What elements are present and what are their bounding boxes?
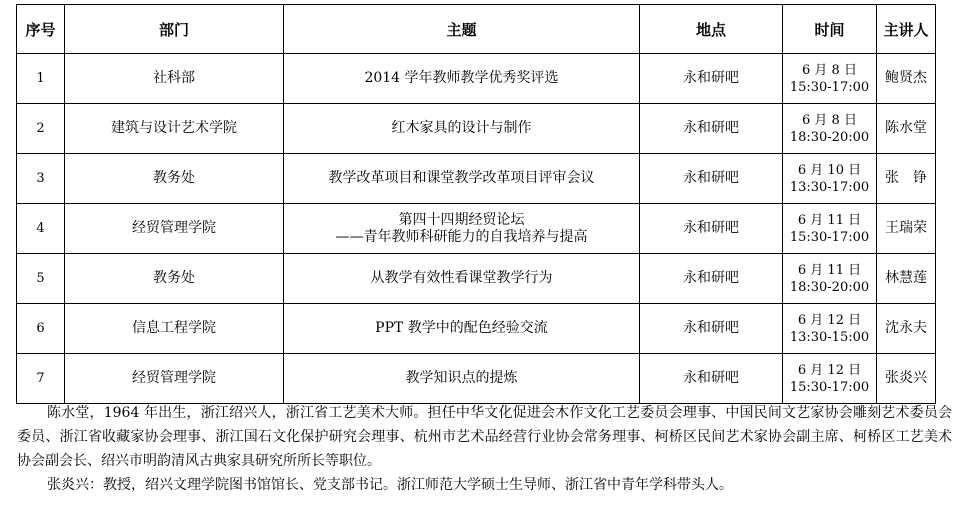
row-department: 经贸管理学院 (65, 354, 284, 404)
row-number: 6 (17, 304, 65, 354)
row-topic (284, 54, 640, 104)
row-date: 6 月 10 日 (797, 162, 862, 178)
row-time (783, 354, 877, 404)
table-body (17, 54, 936, 404)
header-department: 部门 (65, 5, 284, 54)
row-department: 社科部 (65, 54, 284, 104)
row-number: 3 (17, 154, 65, 204)
topic-line: 红木家具的设计与制作 (391, 120, 532, 136)
row-location: 永和研吧 (640, 304, 783, 354)
row-number: 1 (17, 54, 65, 104)
speaker-notes (17, 401, 952, 497)
row-date: 6 月 12 日 (797, 362, 862, 378)
row-department: 信息工程学院 (65, 304, 284, 354)
row-date: 6 月 11 日 (797, 262, 862, 278)
topic-line: PPT 教学中的配色经验交流 (375, 320, 548, 336)
row-speaker: 陈水堂 (877, 104, 936, 154)
table-row (17, 304, 936, 354)
row-speaker: 沈永夫 (877, 304, 936, 354)
row-time-range: 15:30-17:00 (789, 79, 870, 95)
row-topic (284, 154, 640, 204)
row-location: 永和研吧 (640, 54, 783, 104)
schedule-table (16, 4, 936, 404)
row-speaker: 鲍贤杰 (877, 54, 936, 104)
row-time-range: 13:30-15:00 (789, 329, 870, 345)
row-speaker: 张炎兴 (877, 354, 936, 404)
row-number: 2 (17, 104, 65, 154)
row-date: 6 月 8 日 (802, 112, 857, 128)
row-speaker: 林慧莲 (877, 254, 936, 304)
table-row (17, 154, 936, 204)
row-time (783, 254, 877, 304)
note-paragraph: 张炎兴：教授，绍兴文理学院图书馆馆长、党支部书记。浙江师范大学硕士生导师、浙江省中青年学科带头人。 (47, 477, 733, 493)
row-department: 教务处 (65, 154, 284, 204)
row-time (783, 54, 877, 104)
topic-line: 从教学有效性看课堂教学行为 (370, 270, 553, 286)
topic-line: 教学改革项目和课堂教学改革项目评审会议 (328, 170, 595, 186)
table-row (17, 104, 936, 154)
row-speaker: 张 铮 (877, 154, 936, 204)
row-number: 7 (17, 354, 65, 404)
row-department: 经贸管理学院 (65, 204, 284, 254)
row-time-range: 15:30-17:00 (789, 379, 870, 395)
row-department: 建筑与设计艺术学院 (65, 104, 284, 154)
row-number: 4 (17, 204, 65, 254)
row-topic (284, 104, 640, 154)
row-date: 6 月 8 日 (802, 62, 857, 78)
row-time-range: 18:30-20:00 (789, 129, 870, 145)
header-location: 地点 (640, 5, 783, 54)
row-topic (284, 204, 640, 254)
row-topic (284, 354, 640, 404)
row-location: 永和研吧 (640, 154, 783, 204)
row-location: 永和研吧 (640, 204, 783, 254)
note-paragraph: 陈水堂，1964 年出生，浙江绍兴人，浙江省工艺美术大师。担任中华文化促进会木作文化工艺委员会理事、中国民间文艺家协会雕刻艺术委员会委员、浙江省收藏家协会理事、浙江国石文化保护研究会理事、杭州市艺术品经营行业协会常务理事、柯桥区民间艺术家协会副主席、柯桥区工艺美术协会副会长、绍兴市明韵清风古典家具研究所所长等职位。 (17, 405, 952, 469)
topic-line: 2014 学年教师教学优秀奖评选 (364, 70, 559, 86)
header-speaker: 主讲人 (877, 5, 936, 54)
row-location: 永和研吧 (640, 104, 783, 154)
row-date: 6 月 12 日 (797, 312, 862, 328)
row-location: 永和研吧 (640, 354, 783, 404)
topic-line: 第四十四期经贸论坛 (398, 211, 525, 228)
row-number: 5 (17, 254, 65, 304)
table-row (17, 354, 936, 404)
header-time: 时间 (783, 5, 877, 54)
row-time (783, 154, 877, 204)
row-time-range: 13:30-17:00 (789, 179, 870, 195)
topic-subline: ——青年教师科研能力的自我培养与提高 (335, 228, 588, 245)
header-number: 序号 (17, 5, 65, 54)
table-row (17, 254, 936, 304)
row-topic (284, 254, 640, 304)
row-time-range: 15:30-17:00 (789, 229, 870, 245)
row-time (783, 204, 877, 254)
row-time (783, 104, 877, 154)
row-topic (284, 304, 640, 354)
topic-line: 教学知识点的提炼 (405, 370, 518, 386)
row-time-range: 18:30-20:00 (789, 279, 870, 295)
table-row (17, 204, 936, 254)
row-department: 教务处 (65, 254, 284, 304)
row-time (783, 304, 877, 354)
row-speaker: 王瑞荣 (877, 204, 936, 254)
table-row (17, 54, 936, 104)
header-topic: 主题 (284, 5, 640, 54)
row-location: 永和研吧 (640, 254, 783, 304)
table-header-row (17, 5, 936, 54)
row-date: 6 月 11 日 (797, 212, 862, 228)
